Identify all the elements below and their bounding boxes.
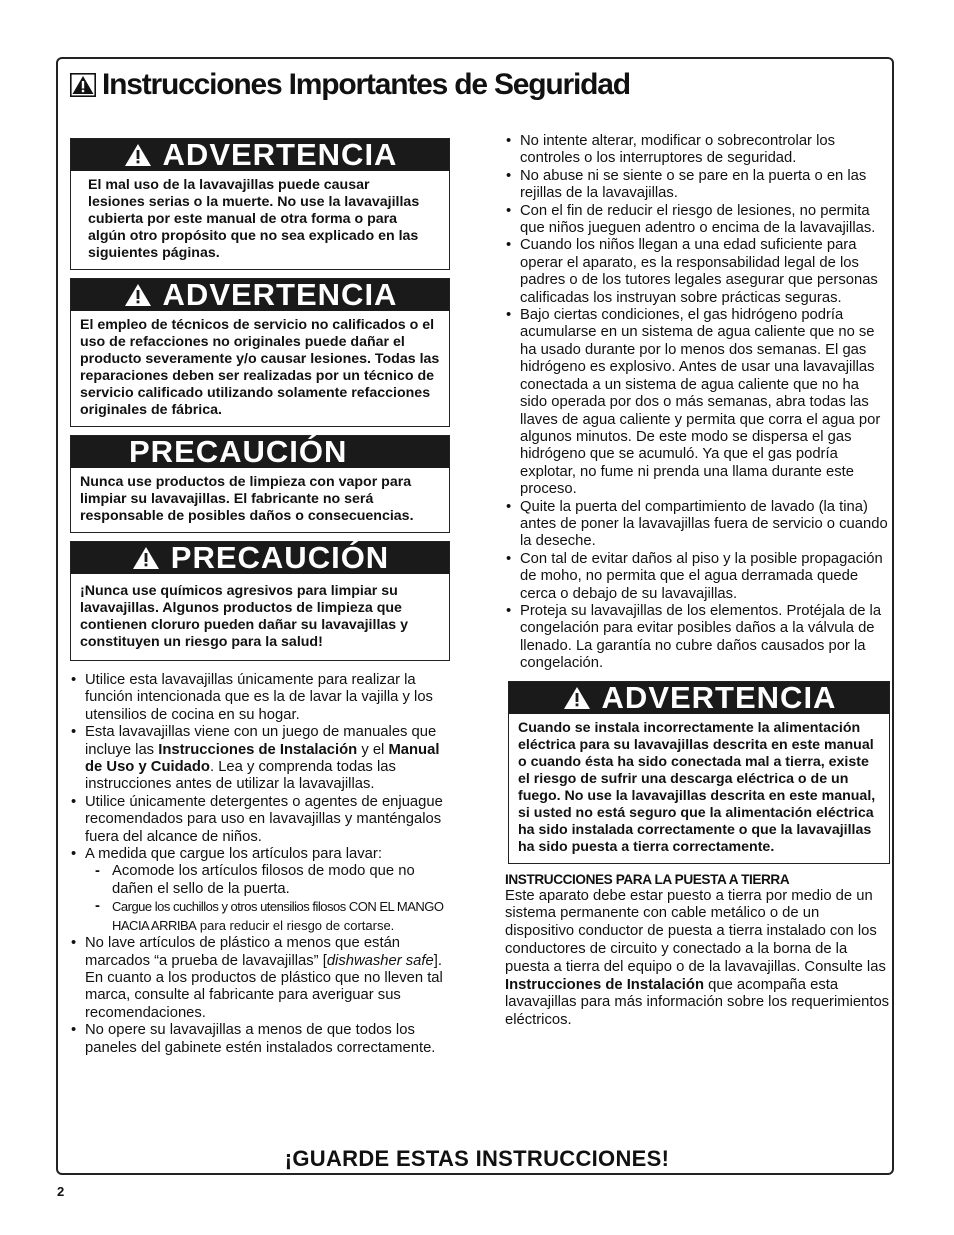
warning-box-electrical — [508, 681, 890, 864]
right-column — [505, 133, 890, 1030]
page-title — [70, 68, 630, 102]
list-item: • Cuando los niños llegan a una edad suficiente para operar el aparato, es la responsabilidad legal de los padres o de los tutores legales asegurar que personas calificadas los instruyan sobre prácticas seguras. — [505, 237, 890, 307]
list-item: • No abuse ni se siente o se pare en la puerta o en las rejillas de la lavavajillas. — [505, 168, 890, 203]
warning-text: El mal uso de la lavavajillas puede causar lesiones serias o la muerte. No use la lavavajillas cubierta por este manual de otra forma o para algún otro propósito que no sea explicado en las siguientes páginas. — [88, 177, 420, 261]
warning-text: El empleo de técnicos de servicio no calificados o el uso de refacciones no originales puede dañar el producto severamente y/o causar lesiones. Todas las reparaciones deben ser realizadas por un técnico de servicio calificado utilizando solamente refacciones originales de fábrica. — [80, 317, 440, 418]
caution-heading: PRECAUCIÓN — [71, 542, 449, 574]
caution-box-steam — [70, 435, 450, 533]
caution-heading: PRECAUCIÓN — [71, 436, 449, 468]
list-item: • Con tal de evitar daños al piso y la posible propagación de moho, no permita que el agua derramada quede cerca o debajo de su lavavajillas. — [505, 551, 890, 603]
left-bullet-list — [70, 672, 450, 1057]
grounding-heading: INSTRUCCIONES PARA LA PUESTA A TIERRA — [505, 871, 790, 887]
list-item: • A medida que cargue los artículos para lavar: - Acomode los artículos filosos de modo que no dañen el sello de la puerta. - Cargue los cuchillos y otros utensilios filosos CON EL MANGO HACIA ARRIBA para reducir el riesgo de cortarse. — [70, 846, 450, 935]
warning-triangle-icon — [70, 73, 96, 97]
sub-list — [85, 863, 450, 935]
page-number: 2 — [57, 1184, 65, 1199]
sub-list-item: - Cargue los cuchillos y otros utensilios filosos CON EL MANGO HACIA ARRIBA para reducir el riesgo de cortarse. — [85, 898, 450, 935]
list-item: • No opere su lavavajillas a menos de que todos los paneles del gabinete estén instalados correctamente. — [70, 1022, 450, 1057]
page-title-text: Instrucciones Importantes de Seguridad — [102, 68, 630, 101]
sub-list-item: - Acomode los artículos filosos de modo que no dañen el sello de la puerta. — [85, 863, 450, 898]
warning-triangle-icon — [131, 545, 161, 571]
caution-text: Nunca use productos de limpieza con vapor para limpiar su lavavajillas. El fabricante no será responsable de posibles daños o consecuencias. — [80, 474, 414, 524]
warning-text: Cuando se instala incorrectamente la alimentación eléctrica para su lavavajillas descrita en este manual o cuando ésta ha sido conectada mal a tierra, existe el riesgo de sufrir una descarga eléctrica o de un fuego. No use la lavavajillas descrita en este manual, si usted no está seguro que la alimentación eléctrica ha sido instalada correctamente o que la lavavajillas ha sido puesta a tierra correctamente. — [518, 719, 876, 855]
warning-box-service — [70, 278, 450, 427]
list-item: • No intente alterar, modificar o sobrecontrolar los controles o los interruptores de seguridad. — [505, 133, 890, 168]
warning-heading: ADVERTENCIA — [71, 279, 449, 311]
list-item: • Utilice únicamente detergentes o agentes de enjuague recomendados para uso en lavavajillas y manténgalos fuera del alcance de niños. — [70, 794, 450, 846]
list-item: • Quite la puerta del compartimiento de lavado (la tina) antes de poner la lavavajillas fuera de servicio o cuando la deseche. — [505, 499, 890, 551]
list-item: • Utilice esta lavavajillas únicamente para realizar la función intencionada que es la de lavar la vajilla y los utensilios de cocina en su hogar. — [70, 672, 450, 724]
warning-triangle-icon — [123, 142, 153, 168]
list-item: • Bajo ciertas condiciones, el gas hidrógeno podría acumularse en un sistema de agua caliente que no se ha usado durante por lo menos dos semanas. El gas hidrógeno es explosivo. Antes de usar una lavavajillas conectada a un sistema de agua caliente que no ha sido operada por dos o más semanas, abra todas las llaves de agua caliente y permita que corra el agua por algunos minutos. De este modo se dispersa el gas hidrógeno que se acumuló. Ya que el gas podría explotar, no fume ni prenda una llama durante este proceso. — [505, 307, 890, 498]
warning-heading: ADVERTENCIA — [509, 682, 889, 714]
caution-text: ¡Nunca use químicos agresivos para limpiar su lavavajillas. Algunos productos de limpieza que contienen cloruro pueden dañar su lavavajillas y constituyen un riesgo para la salud! — [80, 583, 408, 650]
list-item: • Proteja su lavavajillas de los elementos. Protéjala de la congelación para evitar posibles daños a la válvula de llenado. La garantía no cubre daños causados por la congelación. — [505, 603, 890, 673]
list-item: • No lave artículos de plástico a menos que están marcados “a prueba de lavavajillas” [dishwasher safe]. En cuanto a los productos de plástico que no lleven tal marca, consulte al fabricante para averiguar sus recomendaciones. — [70, 935, 450, 1022]
list-item: • Esta lavavajillas viene con un juego de manuales que incluye las Instrucciones de Instalación y el Manual de Uso y Cuidado. Lea y comprenda todas las instrucciones antes de utilizar la lavavajillas. — [70, 724, 450, 794]
left-column — [70, 138, 450, 1057]
warning-box-misuse — [70, 138, 450, 270]
caution-box-chemicals — [70, 541, 450, 661]
warning-triangle-icon — [123, 282, 153, 308]
right-bullet-list — [505, 133, 890, 673]
grounding-text: Este aparato debe estar puesto a tierra por medio de un sistema permanente con cable metálico o de un dispositivo conductor de puesta a tierra instalado con los conductores de circuito y conectado a la borna de la puesta a tierra del equipo o de la lavavajillas. Consulte las Instrucciones de Instalación que acompaña esta lavavajillas para más información sobre los requerimientos eléctricos. — [505, 887, 890, 1029]
list-item: • Con el fin de reducir el riesgo de lesiones, no permita que niños jueguen adentro o encima de la lavavajillas. — [505, 203, 890, 238]
save-instructions-note: ¡GUARDE ESTAS INSTRUCCIONES! — [284, 1146, 670, 1171]
warning-triangle-icon — [562, 685, 592, 711]
warning-heading: ADVERTENCIA — [71, 139, 449, 171]
